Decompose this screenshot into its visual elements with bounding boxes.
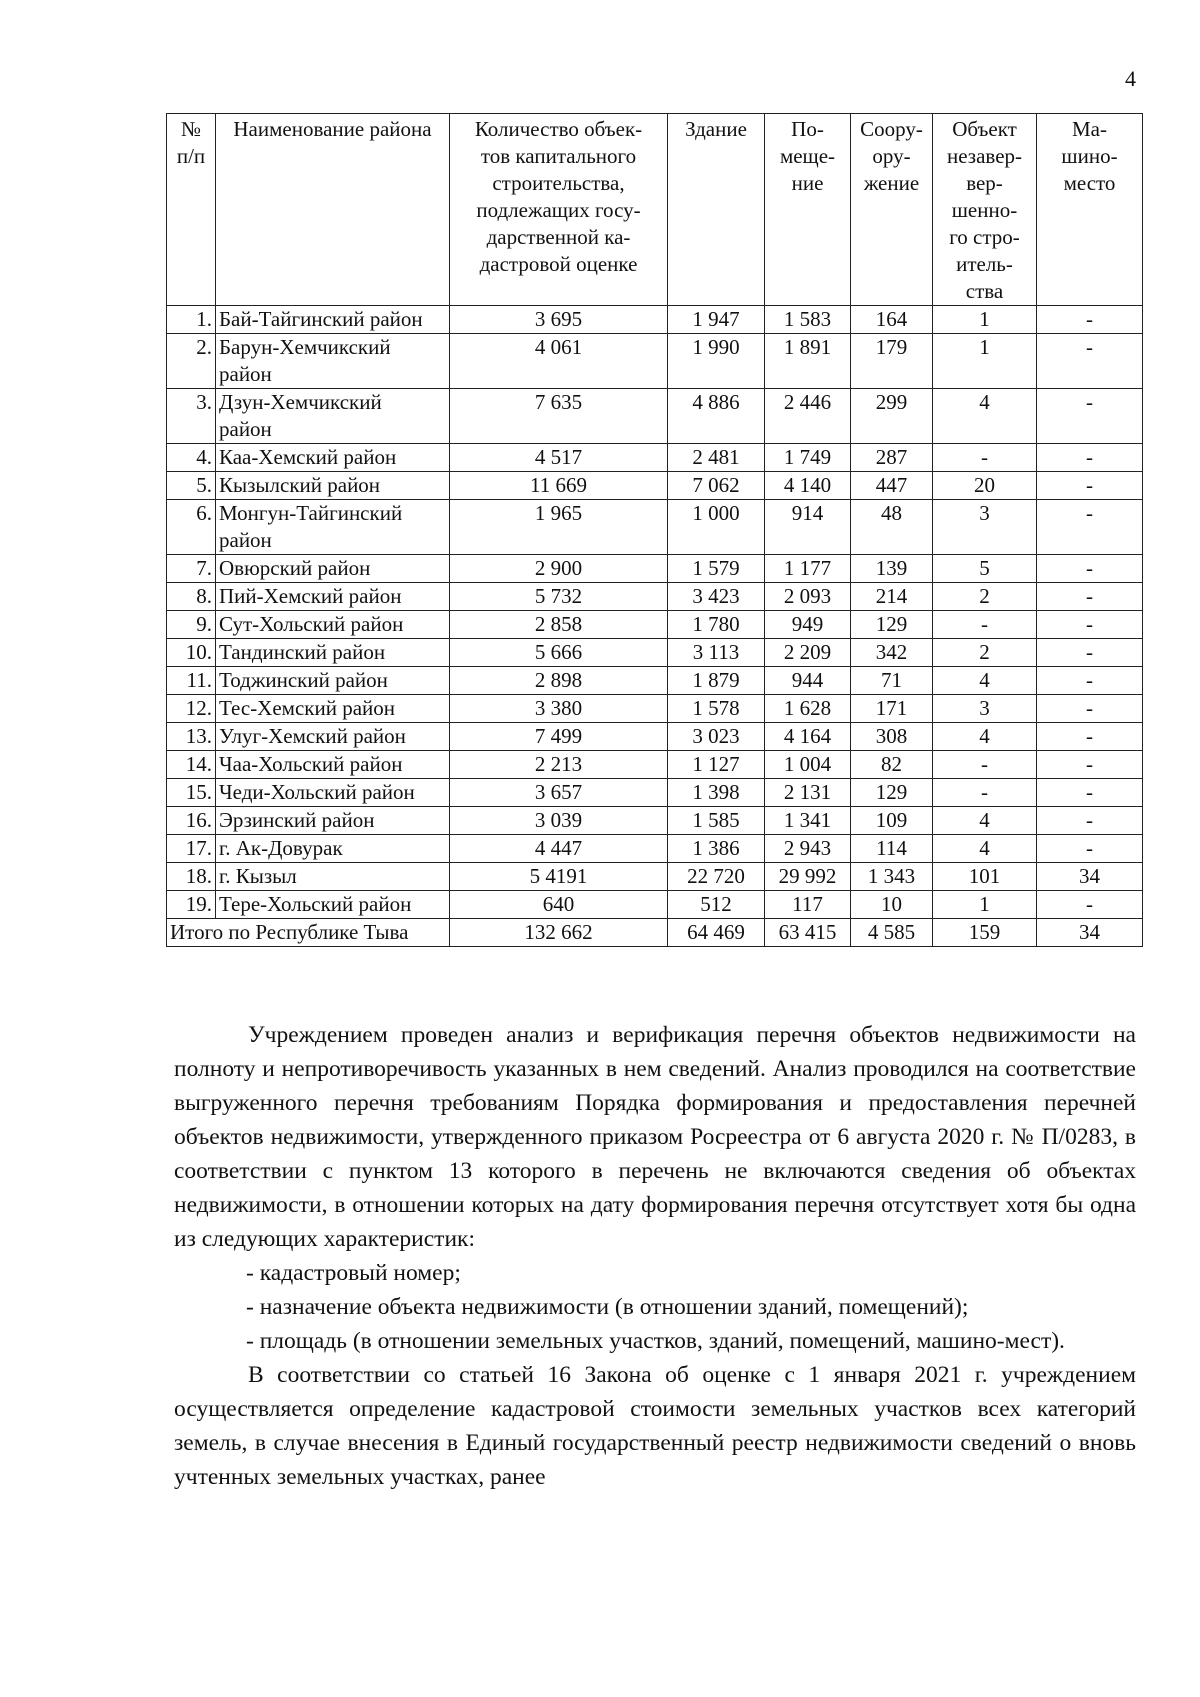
cell-building: 1 386 (668, 835, 765, 863)
district-name-line: Тес-Хемский район (219, 696, 396, 720)
table-body (167, 306, 1143, 919)
cell-total: 7 635 (450, 389, 668, 444)
cell-parking: - (1037, 555, 1143, 583)
cell-building: 2 481 (668, 444, 765, 472)
cell-premise: 4 140 (765, 472, 851, 500)
district-name (216, 500, 450, 555)
cell-unfinished: 2 (933, 639, 1037, 667)
table-row (167, 891, 1143, 919)
total-label: Итого по Республике Тыва (167, 919, 450, 947)
cell-premise: 4 164 (765, 723, 851, 751)
table-row (167, 500, 1143, 555)
cell-structure: 109 (851, 807, 933, 835)
cell-structure: 214 (851, 583, 933, 611)
district-name (216, 555, 450, 583)
cell-structure: 48 (851, 500, 933, 555)
cell-unfinished: 1 (933, 891, 1037, 919)
table-row (167, 695, 1143, 723)
district-name (216, 779, 450, 807)
row-number: 7. (167, 555, 216, 583)
district-name-line: Эрзинский район (219, 808, 375, 832)
district-name-line: район (219, 362, 272, 386)
cell-structure: 308 (851, 723, 933, 751)
district-objects-table (166, 113, 1143, 947)
table-row (167, 555, 1143, 583)
row-number: 10. (167, 639, 216, 667)
cell-structure: 447 (851, 472, 933, 500)
header-line: По- (791, 117, 824, 141)
cell-premise: 914 (765, 500, 851, 555)
header-line: п/п (176, 144, 206, 168)
row-number: 4. (167, 444, 216, 472)
header-line: дарственной ка- (486, 225, 631, 249)
list-item-cadastral-number: - кадастровый номер; (246, 1260, 461, 1286)
paragraph-analysis: Учреждением проведен анализ и верификация перечня объектов недвижимости на полноту и непротиворечивость указанных в нем сведений. Анализ проводился на соответствие выгруженного перечня требованиям Порядка формирования и предоставления перечней объектов недвижимости, утвержденного приказом Росреестра от 6 августа 2020 г. № П/0283, в соответствии с пунктом 13 которого в перечень не включаются сведения об объектах недвижимости, в отношении которых на дату формирования перечня отсутствует хотя бы одна из следующих характеристик: (174, 1022, 1136, 1252)
district-name-line: район (219, 417, 272, 441)
header-line: ства (965, 279, 1004, 303)
cell-building: 22 720 (668, 863, 765, 891)
cell-total: 640 (450, 891, 668, 919)
body-text (174, 1018, 1136, 1494)
district-name-line: Дзун-Хемчикский (219, 390, 382, 414)
table-row (167, 807, 1143, 835)
district-name (216, 472, 450, 500)
district-name (216, 639, 450, 667)
district-name (216, 334, 450, 389)
table-header-row (167, 114, 1143, 306)
district-name-line: Чеди-Хольский район (219, 780, 415, 804)
cell-total: 7 499 (450, 723, 668, 751)
row-number: 6. (167, 500, 216, 555)
cell-total: 4 517 (450, 444, 668, 472)
district-name-line: Кызылский район (219, 473, 381, 497)
table-row (167, 472, 1143, 500)
cell-building: 1 127 (668, 751, 765, 779)
cell-premise: 117 (765, 891, 851, 919)
total-cell-building: 64 469 (668, 919, 765, 947)
district-name (216, 891, 450, 919)
header-name (216, 114, 450, 306)
header-line: строительства, (492, 171, 625, 195)
district-name-line: г. Ак-Довурак (219, 836, 343, 860)
cell-total: 4 447 (450, 835, 668, 863)
cell-premise: 1 583 (765, 306, 851, 334)
table-row (167, 639, 1143, 667)
header-line: № (180, 117, 202, 141)
total-cell-premise: 63 415 (765, 919, 851, 947)
header-line: ние (791, 171, 824, 195)
header-line: незавер- (946, 144, 1023, 168)
cell-structure: 129 (851, 779, 933, 807)
header-total (450, 114, 668, 306)
cell-structure: 164 (851, 306, 933, 334)
cell-parking: - (1037, 751, 1143, 779)
cell-premise: 2 093 (765, 583, 851, 611)
cell-total: 5 732 (450, 583, 668, 611)
cell-building: 1 947 (668, 306, 765, 334)
cell-total: 2 898 (450, 667, 668, 695)
cell-premise: 2 446 (765, 389, 851, 444)
cell-building: 1 990 (668, 334, 765, 389)
district-name-line: район (219, 528, 272, 552)
row-number: 17. (167, 835, 216, 863)
header-building (668, 114, 765, 306)
cell-unfinished: 4 (933, 723, 1037, 751)
page-number: 4 (1125, 66, 1136, 91)
header-line: шино- (1061, 144, 1118, 168)
cell-premise: 29 992 (765, 863, 851, 891)
cell-structure: 342 (851, 639, 933, 667)
cell-total: 11 669 (450, 472, 668, 500)
cell-structure: 139 (851, 555, 933, 583)
cell-unfinished: 4 (933, 807, 1037, 835)
cell-parking: - (1037, 723, 1143, 751)
cell-premise: 1 177 (765, 555, 851, 583)
header-line: го стро- (949, 225, 1020, 249)
cell-unfinished: 4 (933, 389, 1037, 444)
cell-total: 1 965 (450, 500, 668, 555)
cell-total: 2 858 (450, 611, 668, 639)
cell-unfinished: 2 (933, 583, 1037, 611)
cell-unfinished: 5 (933, 555, 1037, 583)
table-row (167, 667, 1143, 695)
cell-parking: - (1037, 835, 1143, 863)
district-name (216, 723, 450, 751)
row-number: 8. (167, 583, 216, 611)
cell-unfinished: 101 (933, 863, 1037, 891)
cell-unfinished: 3 (933, 500, 1037, 555)
cell-premise: 1 341 (765, 807, 851, 835)
cell-structure: 129 (851, 611, 933, 639)
header-line: тов капитального (480, 144, 637, 168)
cell-total: 3 380 (450, 695, 668, 723)
cell-building: 1 879 (668, 667, 765, 695)
cell-unfinished: - (933, 444, 1037, 472)
header-unfinished (933, 114, 1037, 306)
cell-building: 3 023 (668, 723, 765, 751)
cell-structure: 1 343 (851, 863, 933, 891)
cell-premise: 1 749 (765, 444, 851, 472)
cell-total: 2 900 (450, 555, 668, 583)
row-number: 18. (167, 863, 216, 891)
header-line: Объект (952, 117, 1017, 141)
cell-parking: - (1037, 444, 1143, 472)
cell-premise: 1 628 (765, 695, 851, 723)
cell-unfinished: 1 (933, 306, 1037, 334)
district-name-line: Тоджинский район (219, 668, 388, 692)
cell-premise: 944 (765, 667, 851, 695)
district-name (216, 695, 450, 723)
cell-building: 3 423 (668, 583, 765, 611)
district-name-line: г. Кызыл (219, 864, 297, 888)
district-name-line: Бай-Тайгинский район (219, 307, 423, 331)
row-number: 2. (167, 334, 216, 389)
cell-unfinished: 4 (933, 667, 1037, 695)
cell-parking: - (1037, 472, 1143, 500)
row-number: 19. (167, 891, 216, 919)
district-name-line: Барун-Хемчикский (219, 335, 391, 359)
cell-unfinished: - (933, 751, 1037, 779)
row-number: 12. (167, 695, 216, 723)
cell-total: 5 666 (450, 639, 668, 667)
cell-parking: - (1037, 306, 1143, 334)
row-number: 9. (167, 611, 216, 639)
table-row (167, 779, 1143, 807)
cell-parking: - (1037, 695, 1143, 723)
district-name-line: Тере-Хольский район (219, 892, 412, 916)
total-cell-structure: 4 585 (851, 919, 933, 947)
district-name-line: Улуг-Хемский район (219, 724, 406, 748)
table-total-row (167, 919, 1143, 947)
cell-premise: 1 891 (765, 334, 851, 389)
cell-building: 3 113 (668, 639, 765, 667)
district-name-line: Пий-Хемский район (219, 584, 402, 608)
cell-parking: - (1037, 611, 1143, 639)
table-row (167, 389, 1143, 444)
header-parking (1037, 114, 1143, 306)
cell-parking: - (1037, 779, 1143, 807)
cell-unfinished: 1 (933, 334, 1037, 389)
header-line: подлежащих госу- (476, 198, 641, 222)
cell-parking: - (1037, 891, 1143, 919)
cell-building: 512 (668, 891, 765, 919)
cell-building: 7 062 (668, 472, 765, 500)
header-line: ору- (872, 144, 911, 168)
list-item-area: - площадь (в отношении земельных участков, зданий, помещений, машино-мест). (246, 1328, 1065, 1354)
cell-unfinished: - (933, 611, 1037, 639)
district-name (216, 835, 450, 863)
cell-parking: - (1037, 807, 1143, 835)
cell-parking: - (1037, 334, 1143, 389)
header-line: Наименование района (233, 117, 432, 141)
cell-structure: 171 (851, 695, 933, 723)
cell-unfinished: 20 (933, 472, 1037, 500)
cell-parking: 34 (1037, 863, 1143, 891)
header-structure (851, 114, 933, 306)
district-name (216, 583, 450, 611)
row-number: 11. (167, 667, 216, 695)
cell-structure: 71 (851, 667, 933, 695)
header-line: Соору- (860, 117, 923, 141)
cell-building: 1 585 (668, 807, 765, 835)
table-row (167, 306, 1143, 334)
row-number: 1. (167, 306, 216, 334)
table-row (167, 863, 1143, 891)
district-name (216, 751, 450, 779)
header-line: Количество объек- (474, 117, 643, 141)
district-name (216, 863, 450, 891)
cell-structure: 287 (851, 444, 933, 472)
cell-premise: 2 943 (765, 835, 851, 863)
cell-building: 1 398 (668, 779, 765, 807)
district-name (216, 667, 450, 695)
table-row (167, 835, 1143, 863)
header-line: итель- (956, 252, 1013, 276)
district-name (216, 306, 450, 334)
district-name (216, 611, 450, 639)
cell-unfinished: 3 (933, 695, 1037, 723)
header-num (167, 114, 216, 306)
cell-total: 4 061 (450, 334, 668, 389)
cell-total: 3 039 (450, 807, 668, 835)
cell-building: 4 886 (668, 389, 765, 444)
paragraph-law: В соответствии со статьей 16 Закона об оценке с 1 января 2021 г. учреждением осуществляется определение кадастровой стоимости земельных участков всех категорий земель, в случае внесения в Единый государственный реестр недвижимости сведений о вновь учтенных земельных участках, ранее (174, 1362, 1136, 1490)
table-row (167, 751, 1143, 779)
cell-building: 1 579 (668, 555, 765, 583)
row-number: 3. (167, 389, 216, 444)
cell-structure: 114 (851, 835, 933, 863)
cell-building: 1 780 (668, 611, 765, 639)
total-cell-unfinished: 159 (933, 919, 1037, 947)
total-cell-parking: 34 (1037, 919, 1143, 947)
header-line: шенно- (951, 198, 1018, 222)
header-line: место (1063, 171, 1116, 195)
cell-structure: 179 (851, 334, 933, 389)
header-line: вер- (966, 171, 1003, 195)
list-item-purpose: - назначение объекта недвижимости (в отношении зданий, помещений); (246, 1294, 969, 1320)
cell-structure: 10 (851, 891, 933, 919)
table-row (167, 334, 1143, 389)
header-line: Здание (685, 117, 747, 141)
table-row (167, 444, 1143, 472)
table-row (167, 611, 1143, 639)
cell-premise: 949 (765, 611, 851, 639)
district-name (216, 389, 450, 444)
cell-building: 1 000 (668, 500, 765, 555)
cell-total: 3 695 (450, 306, 668, 334)
header-line: дастровой оценке (479, 252, 638, 276)
row-number: 13. (167, 723, 216, 751)
header-line: жение (863, 171, 920, 195)
cell-parking: - (1037, 667, 1143, 695)
cell-parking: - (1037, 639, 1143, 667)
district-name-line: Сут-Хольский район (219, 612, 404, 636)
row-number: 14. (167, 751, 216, 779)
header-premise (765, 114, 851, 306)
row-number: 16. (167, 807, 216, 835)
cell-structure: 299 (851, 389, 933, 444)
cell-parking: - (1037, 500, 1143, 555)
cell-parking: - (1037, 583, 1143, 611)
cell-premise: 1 004 (765, 751, 851, 779)
cell-total: 3 657 (450, 779, 668, 807)
district-name (216, 444, 450, 472)
row-number: 5. (167, 472, 216, 500)
district-name-line: Тандинский район (219, 640, 386, 664)
header-line: меще- (779, 144, 836, 168)
table-row (167, 583, 1143, 611)
district-name-line: Овюрский район (219, 556, 371, 580)
cell-premise: 2 131 (765, 779, 851, 807)
row-number: 15. (167, 779, 216, 807)
cell-parking: - (1037, 389, 1143, 444)
cell-premise: 2 209 (765, 639, 851, 667)
district-name (216, 807, 450, 835)
district-name-line: Каа-Хемский район (219, 445, 397, 469)
district-name-line: Монгун-Тайгинский (219, 501, 403, 525)
cell-unfinished: - (933, 779, 1037, 807)
cell-total: 5 4191 (450, 863, 668, 891)
cell-building: 1 578 (668, 695, 765, 723)
table-row (167, 723, 1143, 751)
cell-unfinished: 4 (933, 835, 1037, 863)
district-name-line: Чаа-Хольский район (219, 752, 403, 776)
header-line: Ма- (1072, 117, 1107, 141)
cell-total: 2 213 (450, 751, 668, 779)
total-cell-total: 132 662 (450, 919, 668, 947)
cell-structure: 82 (851, 751, 933, 779)
